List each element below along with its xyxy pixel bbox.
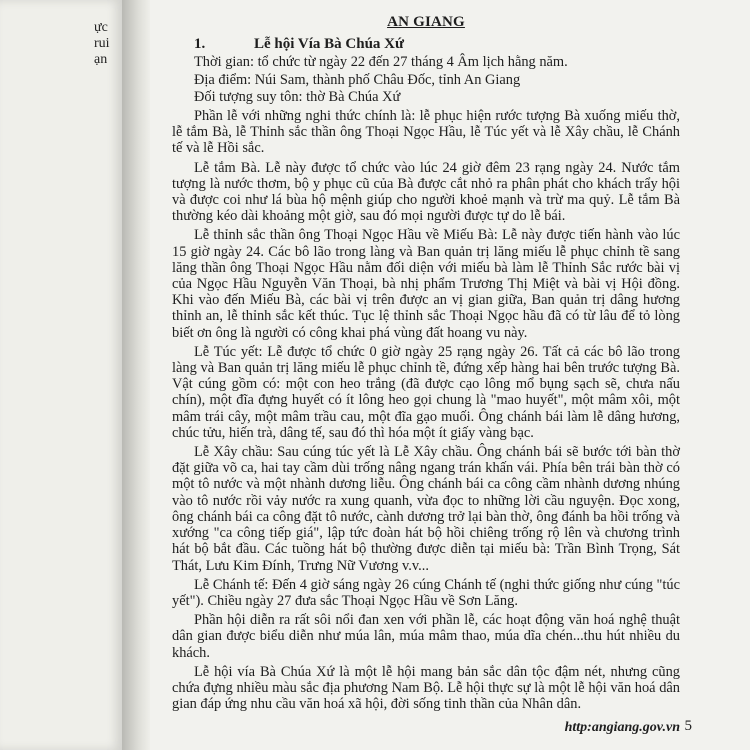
book-page: [150, 0, 750, 750]
left-page-fragment: ực: [94, 20, 108, 35]
paragraph: Lễ Chánh tế: Đến 4 giờ sáng ngày 26 cúng Chánh tế (nghi thức giống như cúng "túc yết"). Chiều ngày 27 đưa sắc Thoại Ngọc Hầu về Sơn Lăng.: [172, 576, 680, 609]
paragraph: Phần hội diễn ra rất sôi nổi đan xen với phần lễ, các hoạt động văn hoá nghệ thuật dân gian được biểu diễn như múa lân, múa mâm thao, múa dĩa chén...thu hút nhiều du khách.: [172, 612, 680, 661]
info-location: Địa điểm: Núi Sam, thành phố Châu Đốc, tỉnh An Giang: [194, 71, 521, 88]
info-time: Thời gian: tổ chức từ ngày 22 đến 27 tháng 4 Âm lịch hằng năm.: [194, 54, 568, 71]
paragraph: Lễ tắm Bà. Lễ này được tổ chức vào lúc 24 giờ đêm 23 rạng ngày 24. Nước tắm tượng là nước thơm, bộ y phục cũ của Bà được cắt nhỏ ra phân phát cho khách trẩy hội và được coi như lá bùa hộ mệnh giúp cho người khoẻ mạnh và trừ ma quỷ. Lễ tắm Bà thường kéo dài khoảng một giờ, sau đó mọi người được tự do lễ bái.: [172, 159, 680, 225]
paragraph: Lễ thỉnh sắc thần ông Thoại Ngọc Hầu về Miếu Bà: Lễ này được tiến hành vào lúc 15 giờ ngày 24. Các bô lão trong làng và Ban quản trị lăng miếu lễ phục chỉnh tề sang lăng thần ông Thoại Ngọc Hầu nằm đối diện với miếu bà làm lễ Thỉnh Sắc rước bài vị của Ngọc Hầu Nguyễn Văn Thoại, bà nhị phẩm Trương Thị Miệt và bài vị Hội đồng. Khi vào đến Miếu Bà, các bài vị trên được an vị gian giữa, Ban quản trị dâng hương thỉnh an, lễ thỉnh sắc kết thúc. Tục lệ thỉnh sắc Thoại Ngọc hầu đã có từ lâu để tỏ lòng biết ơn ông là người có công khai phá vùng đất hoang vu này.: [172, 227, 680, 341]
paragraph: Lễ hội vía Bà Chúa Xứ là một lễ hội mang bản sắc dân tộc đậm nét, nhưng cũng chứa đựng nhiều màu sắc địa phương Nam Bộ. Lễ hội thực sự là một lễ hội văn hoá dân gian đáp ứng nhu cầu văn hoá xã hội, đời sống tinh thần của Nhân dân.: [172, 663, 680, 713]
source-link: http:angiang.gov.vn: [564, 720, 680, 736]
section-number: 1.: [194, 36, 206, 53]
paragraph: Lễ Túc yết: Lễ được tổ chức 0 giờ ngày 25 rạng ngày 26. Tất cả các bô lão trong làng và Ban quản trị lăng miếu lễ phục chỉnh tề, đứng xếp hàng hai bên trước tượng Bà. Vật cúng gồm có: một con heo trắng (đã được cạo lông mổ bụng sạch sẽ, chưa nấu chín), một đĩa đựng huyết có ít lông heo gọi chung là "mao huyết", một mâm xôi, một mâm trái cây, một mâm trầu cau, một đĩa gạo muối. Ông chánh bái làm lễ dâng hương, chúc tửu, hiến trà, dâng tế, sau đó thì hóa một ít giấy vàng bạc.: [172, 343, 680, 441]
info-worship: Đối tượng suy tôn: thờ Bà Chúa Xứ: [194, 88, 401, 105]
left-page-fragment: ạn: [94, 52, 108, 67]
left-page-fragment: rui: [94, 36, 110, 51]
page-content: [172, 14, 680, 737]
paragraph: Phần lễ với những nghi thức chính là: lễ phục hiện rước tượng Bà xuống miếu thờ, lễ tắm Bà, lễ Thỉnh sắc thần ông Thoại Ngọc Hầu, lễ Túc yết và lễ Xây chầu, lễ Chánh tế và lễ Hồi sắc.: [172, 108, 680, 157]
page-header: AN GIANG: [387, 14, 465, 30]
section-title: [172, 36, 680, 52]
page-number: 5: [684, 718, 692, 734]
section-title-text: Lễ hội Vía Bà Chúa Xứ: [254, 36, 405, 53]
left-page: [0, 0, 122, 750]
book-gutter: [122, 0, 150, 750]
paragraph: Lễ Xây chầu: Sau cúng túc yết là Lễ Xây chầu. Ông chánh bái sẽ bước tới bàn thờ đặt giữa võ ca, hai tay cầm dùi trống nâng ngang trán khấn vái. Phía bên trái bàn thờ có một tô nước và một nhành dương liễu. Ông chánh bái ca công cầm nhành dương nhúng vào tô nước rồi vảy nước ra xung quanh, vừa đọc to những lời cầu nguyện. Đọc xong, ông chánh bái ca công đặt tô nước, cành dương trở lại bàn thờ, ông đánh ba hồi trống và xướng "ca công tiếp giá", lập tức đoàn hát bộ hồi chiêng trống rộ lên và chương trình hát bộ bắt đầu. Các tuồng hát bộ thường được diễn tại miếu bà: Trần Bình Trọng, Sát Thát, Lưu Kim Đính, Trưng Nữ Vương v.v...: [172, 444, 680, 574]
